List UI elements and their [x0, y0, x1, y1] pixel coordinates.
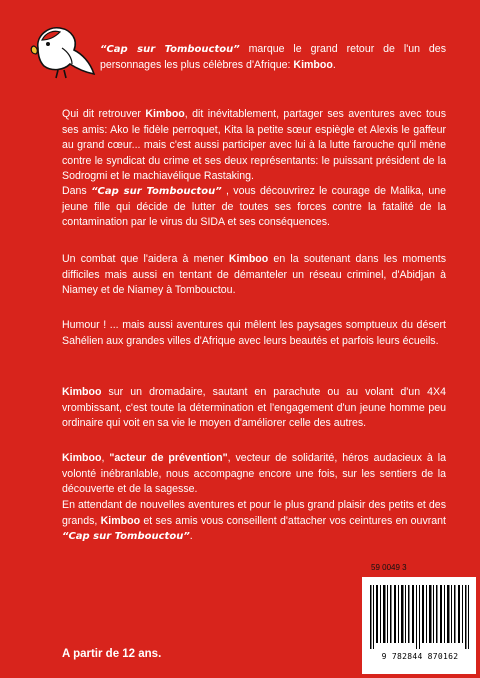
book-title: “Cap sur Tombouctou” [62, 531, 190, 542]
humour-text: Humour ! ... mais aussi aventures qui mêlent les paysages somptueux du désert Sahélien aux grandes villes d'Afrique avec leurs beautés et parfois leurs écueils. [62, 319, 446, 347]
hero-name: Kimboo [62, 386, 102, 398]
intro-paragraph [100, 42, 446, 73]
parrot-icon [28, 18, 98, 80]
intro-text: marque le grand retour de l'un des personnages les plus célèbres d'Afrique: [100, 43, 446, 71]
prevention-paragraph [62, 451, 446, 498]
book-title: “Cap sur Tombouctou” [100, 44, 240, 55]
closing-text-b: et ses amis vous conseillent d'attacher vos ceintures en ouvrant [140, 514, 446, 527]
hero-name: Kimboo [100, 514, 141, 527]
combat-text-b: en la soutenant dans les moments difficiles mais aussi en tentant de démanteler un réseau criminel, d'Abidjan à Niamey et de Niamey à Tombouctou. [62, 253, 446, 296]
age-label: A partir de 12 ans. [62, 648, 162, 660]
hero-name: Kimboo [145, 108, 185, 120]
combat-paragraph [62, 252, 446, 299]
humour-paragraph [62, 318, 446, 349]
barcode-code: 59 0049 3 [371, 563, 407, 572]
closing-paragraph [62, 498, 446, 545]
malika-text-a: Dans [62, 185, 92, 197]
barcode-icon [368, 585, 472, 649]
combat-text-a: Un combat que l'aidera à mener [62, 253, 229, 265]
closing-end: . [189, 530, 193, 542]
hero-name: Kimboo [62, 452, 102, 464]
malika-text-b: , vous découvrirez le courage de Malika, une jeune fille qui décide de lutter de toutes ses forces contre la fatalité de la contamination par le virus du SIDA et ses conséquences. [62, 185, 446, 228]
prevention-role: "acteur de prévention" [109, 452, 228, 464]
hero-name: Kimboo [228, 253, 269, 265]
dromadaire-text: sur un dromadaire, sautant en parachute ou au volant d'un 4X4 vrombissant, c'est toute la détermination et l'engagement d'un jeune homme peu ordinaire qui voit en sa vie le moyen d'améliorer celle des autres. [62, 386, 446, 429]
prevention-sep: , [101, 452, 110, 464]
closing-text-a: En attendant de nouvelles aventures et pour le plus grand plaisir des petits et des grands, [62, 499, 446, 527]
prevention-text: , vecteur de solidarité, héros audacieux à la volonté inébranlable, nous accompagne encore une fois, sur les sentiers de la découverte et de la sagesse. [62, 452, 447, 495]
hero-name: Kimboo [293, 58, 333, 71]
book-title: “Cap sur Tombouctou” [91, 186, 222, 197]
friends-text-b: , dit inévitablement, partager ses aventures avec tous ses amis: Ako le fidèle perroquet, Kita la petite sœur espiègle et Alexis le gaffeur au grand cœur... mais c'est aussi participer avec lui à la lutte farouche qu'il mène contre le syndicat du crime et ses deux représentants: le puissant président de la Sodrogmi et le machiavélique Rastaking. [62, 108, 446, 182]
barcode-digits: 9 782844 870162 [381, 652, 459, 661]
intro-end: . [332, 58, 336, 71]
friends-text-a: Qui dit retrouver [62, 108, 146, 120]
malika-paragraph [62, 184, 446, 231]
dromadaire-paragraph [62, 385, 446, 432]
friends-paragraph [62, 107, 446, 185]
